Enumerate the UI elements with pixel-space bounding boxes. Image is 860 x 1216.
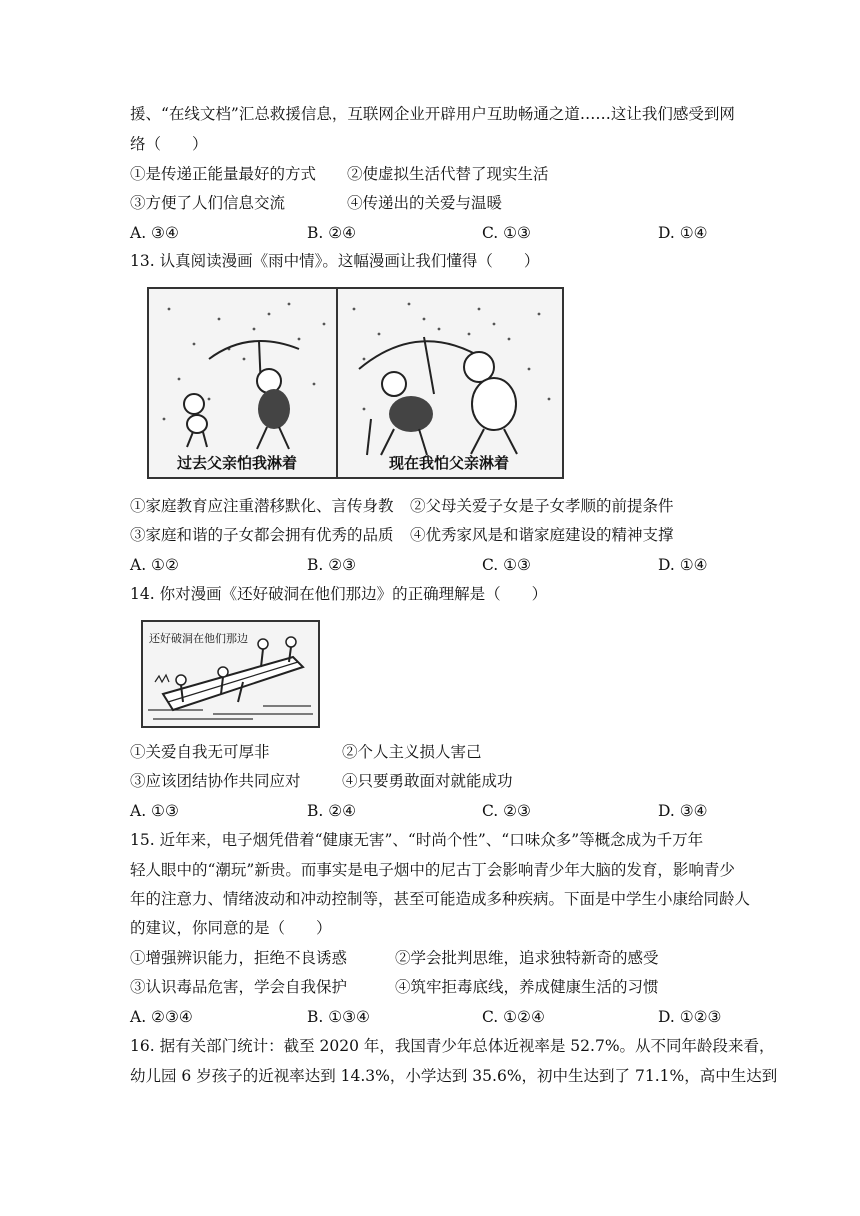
- q16-stem-line2: 幼儿园 6 岁孩子的近视率达到 14.3%，小学达到 35.6%，初中生达到了 71.1%，高中生达到: [130, 1067, 778, 1085]
- cartoon-boat-caption: 还好破洞在他们那边: [149, 632, 248, 645]
- q12-stem-line2: 络（ ）: [130, 135, 208, 153]
- q12-item-2: ②使虚拟生活代替了现实生活: [347, 165, 549, 183]
- q14-option-a: A. ①③: [130, 802, 179, 820]
- q13-item-4: ④优秀家风是和谐家庭建设的精神支撑: [410, 526, 674, 544]
- q12-option-a: A. ③④: [130, 224, 179, 242]
- q15-stem-line2: 轻人眼中的“潮玩”新贵。而事实是电子烟中的尼古丁会影响青少年大脑的发育，影响青少: [130, 861, 735, 879]
- q12-stem-line1: 援、“在线文档”汇总救援信息，互联网企业开辟用户互助畅通之道……这让我们感受到网: [130, 105, 735, 123]
- q15-item-3: ③认识毒品危害，学会自我保护: [130, 978, 348, 996]
- q12-option-c: C. ①③: [482, 224, 531, 242]
- q12-item-4: ④传递出的关爱与温暖: [347, 194, 503, 212]
- q13-option-a: A. ①②: [130, 556, 179, 574]
- q12-option-b: B. ②④: [307, 224, 357, 242]
- q15-stem-line4: 的建议，你同意的是（ ）: [130, 919, 332, 937]
- q15-option-b: B. ①③④: [307, 1008, 370, 1026]
- q13-option-b: B. ②③: [307, 556, 357, 574]
- q13-item-2: ②父母关爱子女是子女孝顺的前提条件: [410, 497, 674, 515]
- q14-item-1: ①关爱自我无可厚非: [130, 743, 270, 761]
- q15-item-2: ②学会批判思维，追求独特新奇的感受: [395, 949, 659, 967]
- q14-item-4: ④只要勇敢面对就能成功: [342, 772, 513, 790]
- q15-option-d: D. ①②③: [658, 1008, 722, 1026]
- cartoon-caption-right: 现在我怕父亲淋着: [389, 454, 510, 472]
- cartoon-caption-left: 过去父亲怕我淋着: [177, 454, 298, 472]
- q14-stem: 14. 你对漫画《还好破洞在他们那边》的正确理解是（ ）: [130, 585, 548, 603]
- q15-stem-line1: 15. 近年来，电子烟凭借着“健康无害”、“时尚个性”、“口味众多”等概念成为千万年: [130, 831, 704, 849]
- q15-stem-line3: 年的注意力、情绪波动和冲动控制等，甚至可能造成多种疾病。下面是中学生小康给同龄人: [130, 890, 751, 908]
- q15-item-4: ④筑牢拒毒底线，养成健康生活的习惯: [395, 978, 659, 996]
- q12-item-1: ①是传递正能量最好的方式: [130, 165, 317, 183]
- q13-stem: 13. 认真阅读漫画《雨中情》。这幅漫画让我们懂得（ ）: [130, 252, 540, 270]
- q15-option-c: C. ①②④: [482, 1008, 545, 1026]
- q14-item-2: ②个人主义损人害己: [342, 743, 482, 761]
- q14-item-3: ③应该团结协作共同应对: [130, 772, 301, 790]
- q13-item-1: ①家庭教育应注重潜移默化、言传身教: [130, 497, 394, 515]
- q12-item-3: ③方便了人们信息交流: [130, 194, 286, 212]
- q14-option-d: D. ③④: [658, 802, 708, 820]
- q16-stem-line1: 16. 据有关部门统计：截至 2020 年，我国青少年总体近视率是 52.7%。从不同年龄段来看，: [130, 1037, 775, 1055]
- cartoon-rain-love-drawing: [149, 289, 562, 477]
- q13-item-3: ③家庭和谐的子女都会拥有优秀的品质: [130, 526, 394, 544]
- q13-option-c: C. ①③: [482, 556, 531, 574]
- q14-option-c: C. ②③: [482, 802, 531, 820]
- q15-item-1: ①增强辨识能力，拒绝不良诱惑: [130, 949, 348, 967]
- cartoon-boat-hole: [141, 620, 320, 728]
- q14-option-b: B. ②④: [307, 802, 357, 820]
- cartoon-rain-love: [147, 287, 564, 479]
- q15-option-a: A. ②③④: [130, 1008, 193, 1026]
- q12-option-d: D. ①④: [658, 224, 708, 242]
- q13-option-d: D. ①④: [658, 556, 708, 574]
